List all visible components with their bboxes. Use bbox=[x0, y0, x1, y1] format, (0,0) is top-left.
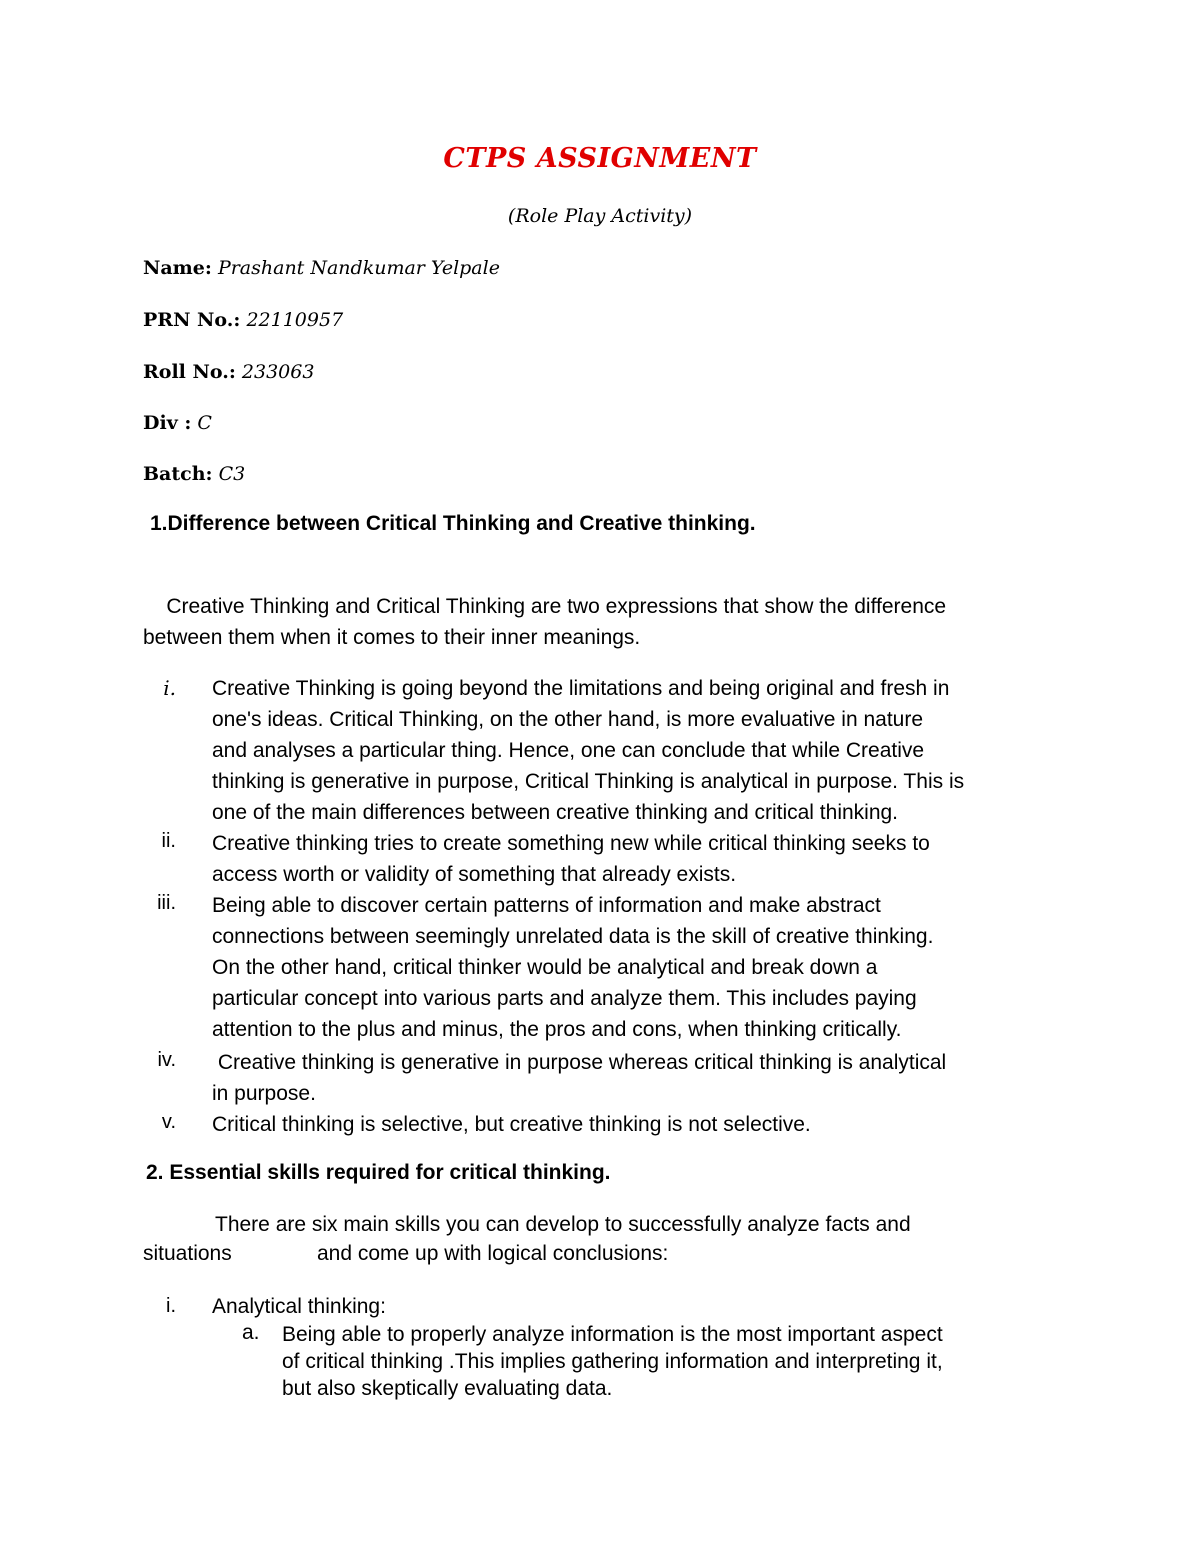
section2-intro-line1: There are six main skills you can develop to successfully analyze facts and bbox=[215, 1213, 911, 1236]
list-item-line: Creative Thinking is going beyond the limitations and being original and fresh in bbox=[212, 677, 950, 700]
list-marker: i. bbox=[166, 1295, 176, 1317]
list-item-line: and analyses a particular thing. Hence, one can conclude that while Creative bbox=[212, 739, 925, 762]
batch-value: C3 bbox=[218, 463, 246, 485]
list-marker: ii. bbox=[161, 830, 176, 852]
section2-intro-word: situations bbox=[143, 1242, 232, 1265]
list-marker: i. bbox=[163, 676, 176, 700]
list-marker: v. bbox=[161, 1111, 176, 1133]
section2-heading: 2. Essential skills required for critical thinking. bbox=[146, 1161, 611, 1184]
name-field bbox=[143, 257, 500, 279]
prn-field bbox=[143, 309, 343, 331]
section2-intro-line2: and come up with logical conclusions: bbox=[317, 1242, 669, 1265]
document-subtitle: (Role Play Activity) bbox=[507, 205, 693, 227]
roll-value: 233063 bbox=[241, 361, 315, 383]
prn-value: 22110957 bbox=[246, 309, 344, 331]
list-item-line: connections between seemingly unrelated data is the skill of creative thinking. bbox=[212, 925, 934, 948]
name-label: Name: bbox=[143, 257, 212, 279]
list-item-line: Creative thinking is generative in purpose whereas critical thinking is analytical bbox=[212, 1051, 947, 1074]
roll-label: Roll No.: bbox=[143, 361, 236, 383]
list-item-line: Being able to discover certain patterns of information and make abstract bbox=[212, 894, 881, 917]
batch-label: Batch: bbox=[143, 463, 213, 485]
list-item-line: Creative thinking tries to create something new while critical thinking seeks to bbox=[212, 832, 930, 855]
list-item-line: one of the main differences between creative thinking and critical thinking. bbox=[212, 801, 899, 824]
section1-intro-line1: Creative Thinking and Critical Thinking are two expressions that show the difference bbox=[143, 595, 947, 618]
section1-heading: 1.Difference between Critical Thinking and Creative thinking. bbox=[150, 512, 756, 535]
sub-list-line: Being able to properly analyze information is the most important aspect bbox=[282, 1323, 943, 1346]
document-title: CTPS ASSIGNMENT bbox=[443, 143, 757, 174]
div-value: C bbox=[197, 412, 212, 434]
list-item-line: attention to the plus and minus, the pros and cons, when thinking critically. bbox=[212, 1018, 902, 1041]
list-item-line: one's ideas. Critical Thinking, on the other hand, is more evaluative in nature bbox=[212, 708, 924, 731]
list-item-line: On the other hand, critical thinker would be analytical and break down a bbox=[212, 956, 878, 979]
batch-field bbox=[143, 463, 245, 485]
list-item-line: Critical thinking is selective, but creative thinking is not selective. bbox=[212, 1113, 811, 1136]
list-marker: iv. bbox=[157, 1049, 176, 1071]
list-marker: iii. bbox=[157, 892, 176, 914]
list-item-line: thinking is generative in purpose, Critical Thinking is analytical in purpose. This is bbox=[212, 770, 965, 793]
name-value: Prashant Nandkumar Yelpale bbox=[217, 257, 500, 279]
list-item-line: in purpose. bbox=[212, 1082, 316, 1105]
sub-list-line: but also skeptically evaluating data. bbox=[282, 1377, 613, 1400]
list-item-line: particular concept into various parts and analyze them. This includes paying bbox=[212, 987, 917, 1010]
list-item-label: Analytical thinking: bbox=[212, 1295, 386, 1318]
div-field bbox=[143, 412, 212, 434]
list-item-line: access worth or validity of something that already exists. bbox=[212, 863, 737, 886]
sub-list-line: of critical thinking .This implies gathering information and interpreting it, bbox=[282, 1350, 943, 1373]
div-label: Div : bbox=[143, 412, 192, 434]
prn-label: PRN No.: bbox=[143, 309, 241, 331]
sub-list-marker: a. bbox=[242, 1321, 260, 1344]
section1-intro-line2: between them when it comes to their inner meanings. bbox=[143, 626, 641, 649]
roll-field bbox=[143, 361, 314, 383]
